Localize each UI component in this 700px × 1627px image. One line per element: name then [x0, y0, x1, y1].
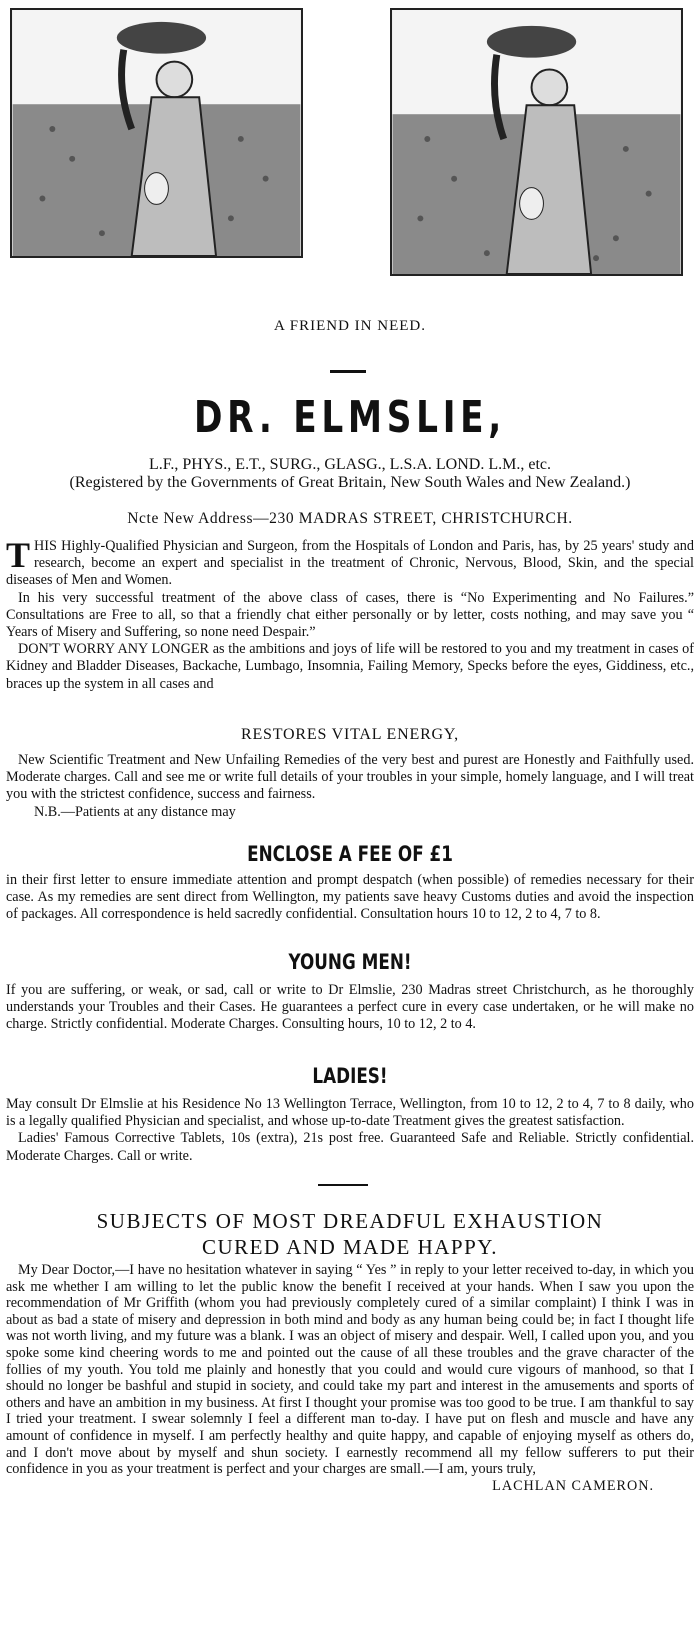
intro-paragraph: In his very successful treatment of the above class of cases, there is “No Experimenting and No Failures.” Consultations are Free to all, so that a friendly chat either personally or by letter, costs nothing, and may save you “ Years of Misery and Suffering, so none need Despair.” — [6, 589, 694, 641]
signature: LACHLAN CAMERON. — [492, 1477, 654, 1494]
doctor-name: DR. ELMSLIE, — [193, 392, 506, 443]
ladies-paragraph: Ladies' Famous Corrective Tablets, 10s (extra), 21s post free. Guaranteed Safe and Reliable. Strictly confidential. Moderate Charges. Call or write. — [6, 1130, 694, 1164]
fee-paragraph: in their first letter to ensure immediate attention and prompt despatch (when possible) of remedies necessary for their case. As my remedies are sent direct from Wellington, my patients save heavy Customs duties and avoid the inspection of packages. All correspondence is held sacredly confidential. Consultation hours 10 to 12, 2 to 4, 7 to 8. — [6, 872, 694, 923]
restores-heading: RESTORES VITAL ENERGY, — [241, 726, 459, 743]
young-men-heading: YOUNG MEN! — [288, 950, 412, 974]
fee-heading: ENCLOSE A FEE OF £1 — [247, 842, 453, 866]
vital-paragraph: N.B.—Patients at any distance may — [34, 803, 236, 820]
registration: (Registered by the Governments of Great Britain, New South Wales and New Zealand.) — [69, 474, 631, 491]
divider — [330, 370, 366, 373]
ladies-section — [6, 1096, 694, 1165]
woodcut-illustration-left — [10, 8, 303, 258]
testimonial-heading — [0, 1208, 700, 1260]
testimonial-section — [6, 1262, 694, 1494]
tagline: A FRIEND IN NEED. — [274, 318, 426, 334]
young-men-paragraph: If you are suffering, or weak, or sad, call or write to Dr Elmslie, 230 Madras street Christchurch, as he thoroughly understands your Troubles and their Cases. He guarantees a perfect cure in every case undertaken, or he will make no charge. Strictly confidential. Moderate Charges. Consulting hours, 10 to 12, 2 to 4. — [6, 982, 694, 1033]
fee-section — [6, 872, 694, 924]
ladies-heading: LADIES! — [312, 1064, 388, 1088]
young-men-section — [6, 982, 694, 1034]
divider — [318, 1184, 368, 1186]
testimonial-heading-line: SUBJECTS OF MOST DREADFUL EXHAUSTION — [96, 1209, 604, 1233]
woman-figure-illustration — [12, 10, 301, 256]
qualifications-block — [0, 456, 700, 492]
drop-cap: T — [6, 535, 31, 575]
vital-section — [6, 752, 694, 821]
testimonial-heading-line: CURED AND MADE HAPPY. — [202, 1235, 498, 1259]
qualifications: L.F., PHYS., E.T., SURG., GLASG., L.S.A. LOND. L.M., etc. — [149, 456, 551, 473]
vital-paragraph: New Scientific Treatment and New Unfailing Remedies of the very best and purest are Honestly and Faithfully used. Moderate charges. Call and see me or write full details of your troubles in your simple, homely language, and I will treat you with the strictest confidence, success and fairness. — [6, 752, 694, 803]
ladies-paragraph: May consult Dr Elmslie at his Residence No 13 Wellington Terrace, Wellington, from 10 to 12, 2 to 4, 7 to 8 daily, who is a legally qualified Physician and specialist, and whose up-to-date Treatment gives the greatest satisfaction. — [6, 1096, 694, 1130]
testimonial-letter: My Dear Doctor,—I have no hesitation whatever in saying “ Yes ” in reply to your letter received to-day, in which you ask me whether I am willing to let the public know the benefit I received at your hands. When I saw you upon the recommendation of Mr Griffith (whom you had previously completely cured of a similar complaint) I think I was in about as bad a state of misery and depression in both mind and body as any human being could be; in fact I thought life was not worth living, and my future was a blank. I was an object of misery and despair. Well, I called upon you, and you spoke some kind cheering words to me and pointed out the cause of all these troubles and the grave character of the follies of my youth. You told me plainly and honestly that you could and would cure vigours of manhood, so that I should no longer be bashful and stupid in society, and could take my part and interest in the amusements and sports of others and have an ambition in my business. At first I thought your promise was too good to be true. I am thankful to say I tried your treatment. I swear solemnly I feel a different man to-day. I have put on flesh and muscle and have any amount of confidence in myself. I am perfectly healthy and quite happy, and capable of enjoying myself as others do, and I don't move about by myself and shun society. I earnestly recommend all my fellow sufferers to put their confidence in you as your treatment is perfect and your charges are small.—I am, yours truly, — [6, 1262, 694, 1478]
woodcut-illustration-right — [390, 8, 683, 276]
intro-paragraph: DON'T WORRY ANY LONGER as the ambitions and joys of life will be restored to you and my treatment in cases of Kidney and Bladder Diseases, Backache, Lumbago, Insomnia, Failing Memory, Specks before the eyes, Giddiness, etc., braces up the system in all cases and — [6, 641, 694, 692]
intro-paragraph: HIS Highly-Qualified Physician and Surgeon, from the Hospitals of London and Paris, has, by 25 years' study and research, become an expert and specialist in the treatment of Chronic, Nervous, Blood, Skin, and the special diseases of Men and Women. — [6, 538, 694, 589]
woman-figure-illustration — [392, 10, 681, 274]
address: Ncte New Address—230 MADRAS STREET, CHRISTCHURCH. — [127, 510, 573, 527]
intro-section — [6, 535, 694, 693]
